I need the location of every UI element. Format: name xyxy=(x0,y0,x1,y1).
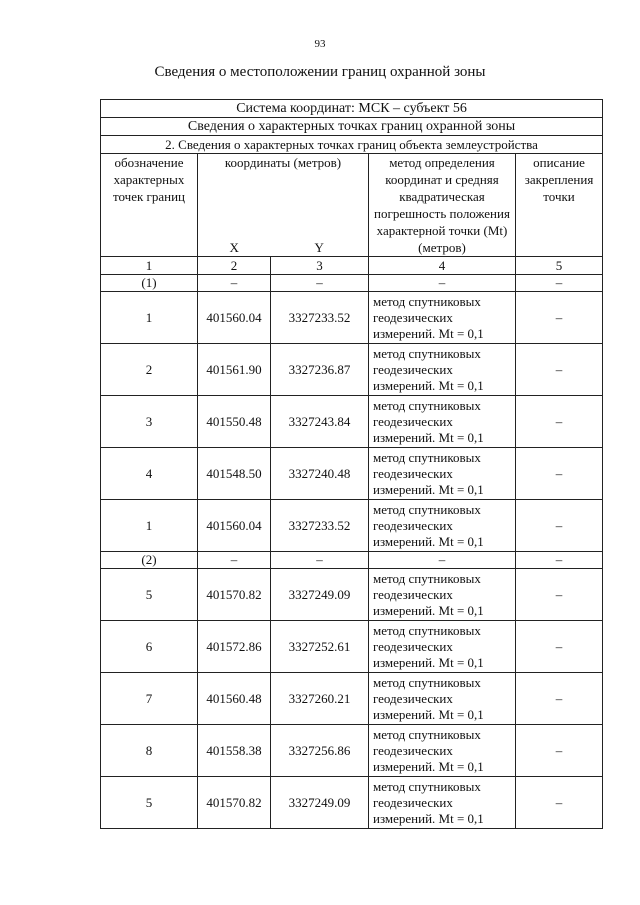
coord-x: 401561.90 xyxy=(198,344,271,396)
column-number: 2 xyxy=(198,257,271,275)
fixation-cell: – xyxy=(516,569,603,621)
coord-x: 401560.04 xyxy=(198,292,271,344)
fixation-cell: – xyxy=(516,275,603,292)
coordinate-system-label: Система координат: МСК – субъект 56 xyxy=(101,100,603,118)
table-row xyxy=(101,500,603,552)
method-cell: – xyxy=(369,552,516,569)
group-row xyxy=(101,552,603,569)
fixation-cell: – xyxy=(516,500,603,552)
point-id: 5 xyxy=(101,777,198,829)
coord-y: 3327236.87 xyxy=(271,344,369,396)
header-coordinates: координаты (метров) xyxy=(198,154,369,240)
method-cell: метод спутниковых геодезических измерений. Mt = 0,1 xyxy=(369,344,516,396)
section-title-row xyxy=(101,118,603,136)
coord-y: – xyxy=(271,552,369,569)
point-id: 5 xyxy=(101,569,198,621)
coord-y: 3327243.84 xyxy=(271,396,369,448)
column-number: 4 xyxy=(369,257,516,275)
table-body xyxy=(101,100,603,829)
point-id: 8 xyxy=(101,725,198,777)
column-number: 5 xyxy=(516,257,603,275)
coord-x: – xyxy=(198,552,271,569)
coord-x: 401572.86 xyxy=(198,621,271,673)
method-cell: метод спутниковых геодезических измерений. Mt = 0,1 xyxy=(369,725,516,777)
method-cell: метод спутниковых геодезических измерений. Mt = 0,1 xyxy=(369,292,516,344)
document-title: Сведения о местоположении границ охранной зоны xyxy=(154,64,486,80)
coord-y: – xyxy=(271,275,369,292)
table-row xyxy=(101,621,603,673)
method-cell: – xyxy=(369,275,516,292)
method-cell: метод спутниковых геодезических измерений. Mt = 0,1 xyxy=(369,569,516,621)
coord-y: 3327233.52 xyxy=(271,292,369,344)
table-row xyxy=(101,448,603,500)
coordinate-system-row xyxy=(101,100,603,118)
subsection-title-row xyxy=(101,136,603,154)
table-row xyxy=(101,396,603,448)
method-cell: метод спутниковых геодезических измерений. Mt = 0,1 xyxy=(369,621,516,673)
coord-y: 3327260.21 xyxy=(271,673,369,725)
coord-x: 401548.50 xyxy=(198,448,271,500)
coord-y: 3327252.61 xyxy=(271,621,369,673)
coord-x: 401558.38 xyxy=(198,725,271,777)
fixation-cell: – xyxy=(516,344,603,396)
coord-x: 401570.82 xyxy=(198,777,271,829)
coord-y: 3327249.09 xyxy=(271,777,369,829)
point-id: 4 xyxy=(101,448,198,500)
point-id: 1 xyxy=(101,292,198,344)
fixation-cell: – xyxy=(516,448,603,500)
header-designation: обозначение характерных точек границ xyxy=(101,154,198,257)
header-method: метод определения координат и средняя квадратическая погрешность положения характерной точки (Mt) (метров) xyxy=(369,154,516,257)
coord-x: – xyxy=(198,275,271,292)
fixation-cell: – xyxy=(516,292,603,344)
column-number: 3 xyxy=(271,257,369,275)
fixation-cell: – xyxy=(516,396,603,448)
coord-x: 401560.48 xyxy=(198,673,271,725)
fixation-cell: – xyxy=(516,777,603,829)
fixation-cell: – xyxy=(516,621,603,673)
table-row xyxy=(101,777,603,829)
method-cell: метод спутниковых геодезических измерений. Mt = 0,1 xyxy=(369,673,516,725)
point-id: 3 xyxy=(101,396,198,448)
section-title: Сведения о характерных точках границ охранной зоны xyxy=(101,118,603,136)
method-cell: метод спутниковых геодезических измерений. Mt = 0,1 xyxy=(369,500,516,552)
coord-x: 401570.82 xyxy=(198,569,271,621)
header-y: Y xyxy=(271,239,369,257)
coord-y: 3327240.48 xyxy=(271,448,369,500)
coord-x: 401550.48 xyxy=(198,396,271,448)
point-id: (1) xyxy=(101,275,198,292)
fixation-cell: – xyxy=(516,725,603,777)
point-id: (2) xyxy=(101,552,198,569)
subsection-title: 2. Сведения о характерных точках границ объекта землеустройства xyxy=(101,136,603,154)
group-row xyxy=(101,275,603,292)
coord-y: 3327249.09 xyxy=(271,569,369,621)
table-row xyxy=(101,725,603,777)
table-row xyxy=(101,673,603,725)
point-id: 2 xyxy=(101,344,198,396)
column-number: 1 xyxy=(101,257,198,275)
coord-y: 3327233.52 xyxy=(271,500,369,552)
coordinates-table xyxy=(100,99,603,829)
page-number: 93 xyxy=(314,38,326,50)
fixation-cell: – xyxy=(516,673,603,725)
coord-x: 401560.04 xyxy=(198,500,271,552)
method-cell: метод спутниковых геодезических измерений. Mt = 0,1 xyxy=(369,777,516,829)
table-row xyxy=(101,344,603,396)
coord-y: 3327256.86 xyxy=(271,725,369,777)
fixation-cell: – xyxy=(516,552,603,569)
method-cell: метод спутниковых геодезических измерений. Mt = 0,1 xyxy=(369,396,516,448)
header-row xyxy=(101,154,603,240)
column-numbers-row xyxy=(101,257,603,275)
point-id: 1 xyxy=(101,500,198,552)
header-x: X xyxy=(198,239,271,257)
table-row xyxy=(101,292,603,344)
point-id: 6 xyxy=(101,621,198,673)
method-cell: метод спутниковых геодезических измерений. Mt = 0,1 xyxy=(369,448,516,500)
table-row xyxy=(101,569,603,621)
point-id: 7 xyxy=(101,673,198,725)
header-fixation: описание закрепления точки xyxy=(516,154,603,257)
